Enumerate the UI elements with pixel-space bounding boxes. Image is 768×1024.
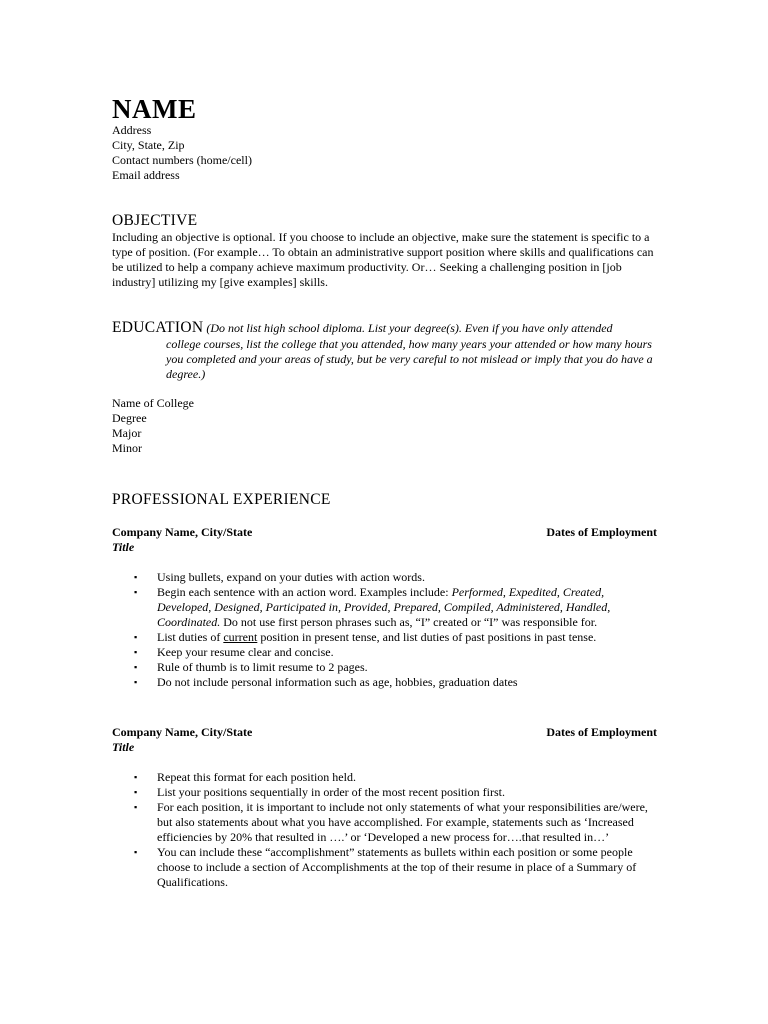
bullet-text: For each position, it is important to include not only statements of what your responsibilities are/were, but also statements about what you have accomplished. For example, statements such as ‘Increased efficiencies by 20% that resulted in ….’ or ‘Developed a new process for….that resulted in…’ — [157, 800, 648, 844]
education-heading-line — [112, 320, 657, 336]
job-entry — [112, 525, 657, 690]
resume-name: NAME — [112, 94, 197, 124]
bullet-icon: ▪ — [134, 802, 138, 812]
list-item — [112, 675, 657, 690]
bullet-icon: ▪ — [134, 677, 138, 687]
bullet-icon: ▪ — [134, 787, 138, 797]
underlined-word: current — [223, 630, 258, 644]
list-item — [112, 645, 657, 660]
list-item — [112, 785, 657, 800]
bullet-icon: ▪ — [134, 572, 138, 582]
education-note-first: (Do not list high school diploma. List your degree(s). Even if you have only attended — [206, 321, 613, 335]
education-list — [112, 396, 194, 456]
duty-list — [112, 570, 657, 690]
company-name: Company Name, City/State — [112, 525, 253, 539]
bullet-icon: ▪ — [134, 647, 138, 657]
bullet-text: position in present tense, and list duties of past positions in past tense. — [257, 630, 597, 644]
minor: Minor — [112, 441, 142, 455]
bullet-text: Using bullets, expand on your duties with action words. — [157, 570, 425, 584]
list-item — [112, 630, 657, 645]
major: Major — [112, 426, 142, 440]
duty-list — [112, 770, 657, 890]
company-name: Company Name, City/State — [112, 725, 253, 739]
bullet-icon: ▪ — [134, 632, 138, 642]
education-heading: EDUCATION — [112, 319, 204, 336]
objective-text: Including an objective is optional. If you choose to include an objective, make sure the statement is specific to a type of position. (For example… To obtain an administrative support position where skills and qualifications can be utilized to help a company achieve maximum productivity. Or… Seeking a challenging position in [job industry] utilizing my [give examples] skills. — [112, 230, 654, 289]
job-title: Title — [112, 740, 135, 754]
college-name: Name of College — [112, 396, 194, 410]
action-words-examples: Performed, Expedited, Created, Developed, Designed, Participated in, Provided, Prepared, Compiled, Administered, Handled, Coordinated. — [157, 585, 611, 629]
bullet-icon: ▪ — [134, 662, 138, 672]
list-item — [112, 660, 657, 675]
bullet-text: Begin each sentence with an action word. Examples include: — [157, 585, 452, 599]
address-line: Address — [112, 123, 152, 137]
contact-numbers-line: Contact numbers (home/cell) — [112, 153, 252, 167]
bullet-text: Do not include personal information such as age, hobbies, graduation dates — [157, 675, 518, 689]
email-line: Email address — [112, 168, 180, 182]
list-item — [112, 570, 657, 585]
bullet-text: Repeat this format for each position held. — [157, 770, 356, 784]
bullet-text: Rule of thumb is to limit resume to 2 pages. — [157, 660, 368, 674]
bullet-text: List your positions sequentially in order of the most recent position first. — [157, 785, 505, 799]
list-item — [112, 770, 657, 785]
employment-dates: Dates of Employment — [546, 725, 657, 739]
list-item — [112, 845, 657, 890]
education-note-rest: college courses, list the college that you attended, how many years your attended or how many hours you completed and your areas of study, but be very careful to not mislead or imply that you do have a degree.) — [166, 337, 653, 381]
bullet-icon: ▪ — [134, 587, 138, 597]
bullet-text: Do not use first person phrases such as, “I” created or “I” was responsible for. — [220, 615, 598, 629]
city-state-zip-line: City, State, Zip — [112, 138, 185, 152]
bullet-text: You can include these “accomplishment” statements as bullets within each position or some people choose to include a section of Accomplishments at the top of their resume in place of a Summary of Qualifications. — [157, 845, 637, 889]
degree: Degree — [112, 411, 147, 425]
bullet-text: List duties of — [157, 630, 224, 644]
professional-experience-heading: PROFESSIONAL EXPERIENCE — [112, 491, 331, 508]
job-title: Title — [112, 540, 135, 554]
list-item — [112, 800, 657, 845]
bullet-icon: ▪ — [134, 772, 138, 782]
employment-dates: Dates of Employment — [546, 525, 657, 539]
objective-heading: OBJECTIVE — [112, 212, 198, 229]
job-entry — [112, 725, 657, 890]
contact-block — [112, 123, 252, 183]
bullet-text: Keep your resume clear and concise. — [157, 645, 334, 659]
bullet-icon: ▪ — [134, 847, 138, 857]
list-item — [112, 585, 657, 630]
